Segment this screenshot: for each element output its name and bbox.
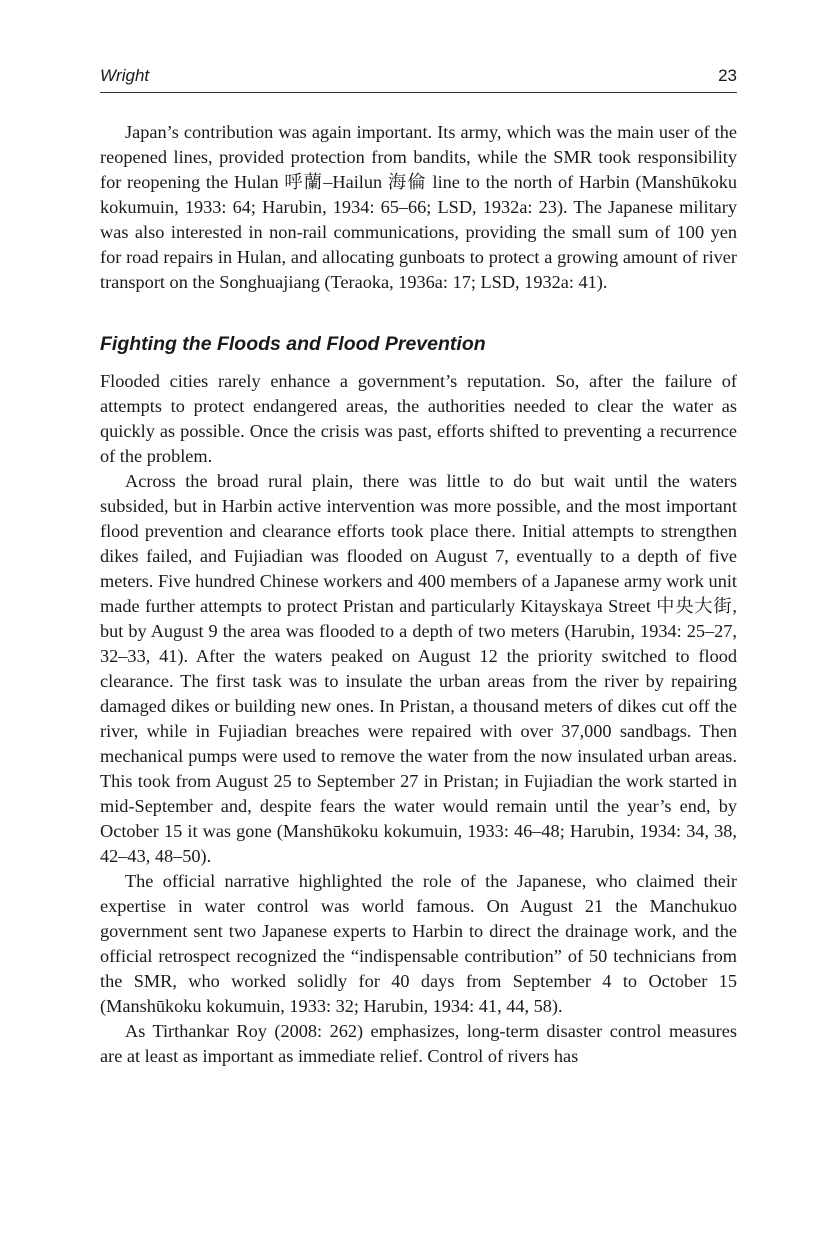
running-head-author: Wright — [100, 66, 150, 85]
paragraph-roy-quote: As Tirthankar Roy (2008: 262) emphasizes, long-term disaster control measures are at least as important as immediate relief. Control of rivers has — [100, 1021, 737, 1066]
paragraph-official-narrative: The official narrative highlighted the role of the Japanese, who claimed their expertise in water control was world famous. On August 21 the Manchukuo government sent two Japanese experts to Harbin to direct the drainage work, and the official retrospect recognized the “indispensable contribution” of 50 technicians from the SMR, who worked solidly for 40 days from September 4 to October 15 (Manshūkoku kokumuin, 1933: 32; Harubin, 1934: 41, 44, 58). — [100, 871, 737, 1016]
paragraph-rural-plain: Across the broad rural plain, there was little to do but wait until the waters subsided, but in Harbin active intervention was more possible, and the most important flood prevention and clearance efforts took place there. Initial attempts to strengthen dikes failed, and Fujiadian was flooded on August 7, eventually to a depth of five meters. Five hundred Chinese workers and 400 members of a Japanese army work unit made further attempts to protect Pristan and particularly Kitayskaya Street 中央大街, but by August 9 the area was flooded to a depth of two meters (Harubin, 1934: 25–27, 32–33, 41). After the waters peaked on August 12 the priority switched to flood clearance. The first task was to insulate the urban areas from the river by repairing damaged dikes or building new ones. In Pristan, a thousand meters of dikes cut off the river, while in Fujiadian breaches were repaired with over 37,000 sandbags. Then mechanical pumps were used to remove the water from the now insulated urban areas. This took from August 25 to September 27 in Pristan; in Fujiadian the work started in mid-September and, despite fears the water would remain until the year’s end, by October 15 it was gone (Manshūkoku kokumuin, 1933: 46–48; Harubin, 1934: 34, 38, 42–43, 48–50). — [100, 471, 737, 866]
page-number: 23 — [718, 66, 737, 85]
section-heading: Fighting the Floods and Flood Prevention — [100, 333, 486, 355]
paragraph-japan-contribution: Japan’s contribution was again important. Its army, which was the main user of the reopened lines, provided protection from bandits, while the SMR took responsibility for reopening the Hulan 呼蘭–Hailun 海倫 line to the north of Harbin (Manshūkoku kokumuin, 1933: 64; Harubin, 1934: 65–66; LSD, 1932a: 23). The Japanese military was also interested in non-rail communications, providing the small sum of 100 yen for road repairs in Hulan, and allocating gunboats to protect a growing amount of river transport on the Songhuajiang (Teraoka, 1936a: 17; LSD, 1932a: 41). — [100, 122, 737, 292]
paragraph-flooded-cities: Flooded cities rarely enhance a government’s reputation. So, after the failure of attempts to protect endangered areas, the authorities needed to clear the water as quickly as possible. Once the crisis was past, efforts shifted to preventing a recurrence of the problem. — [100, 371, 737, 466]
running-header — [100, 62, 737, 93]
page-body — [100, 120, 737, 1069]
